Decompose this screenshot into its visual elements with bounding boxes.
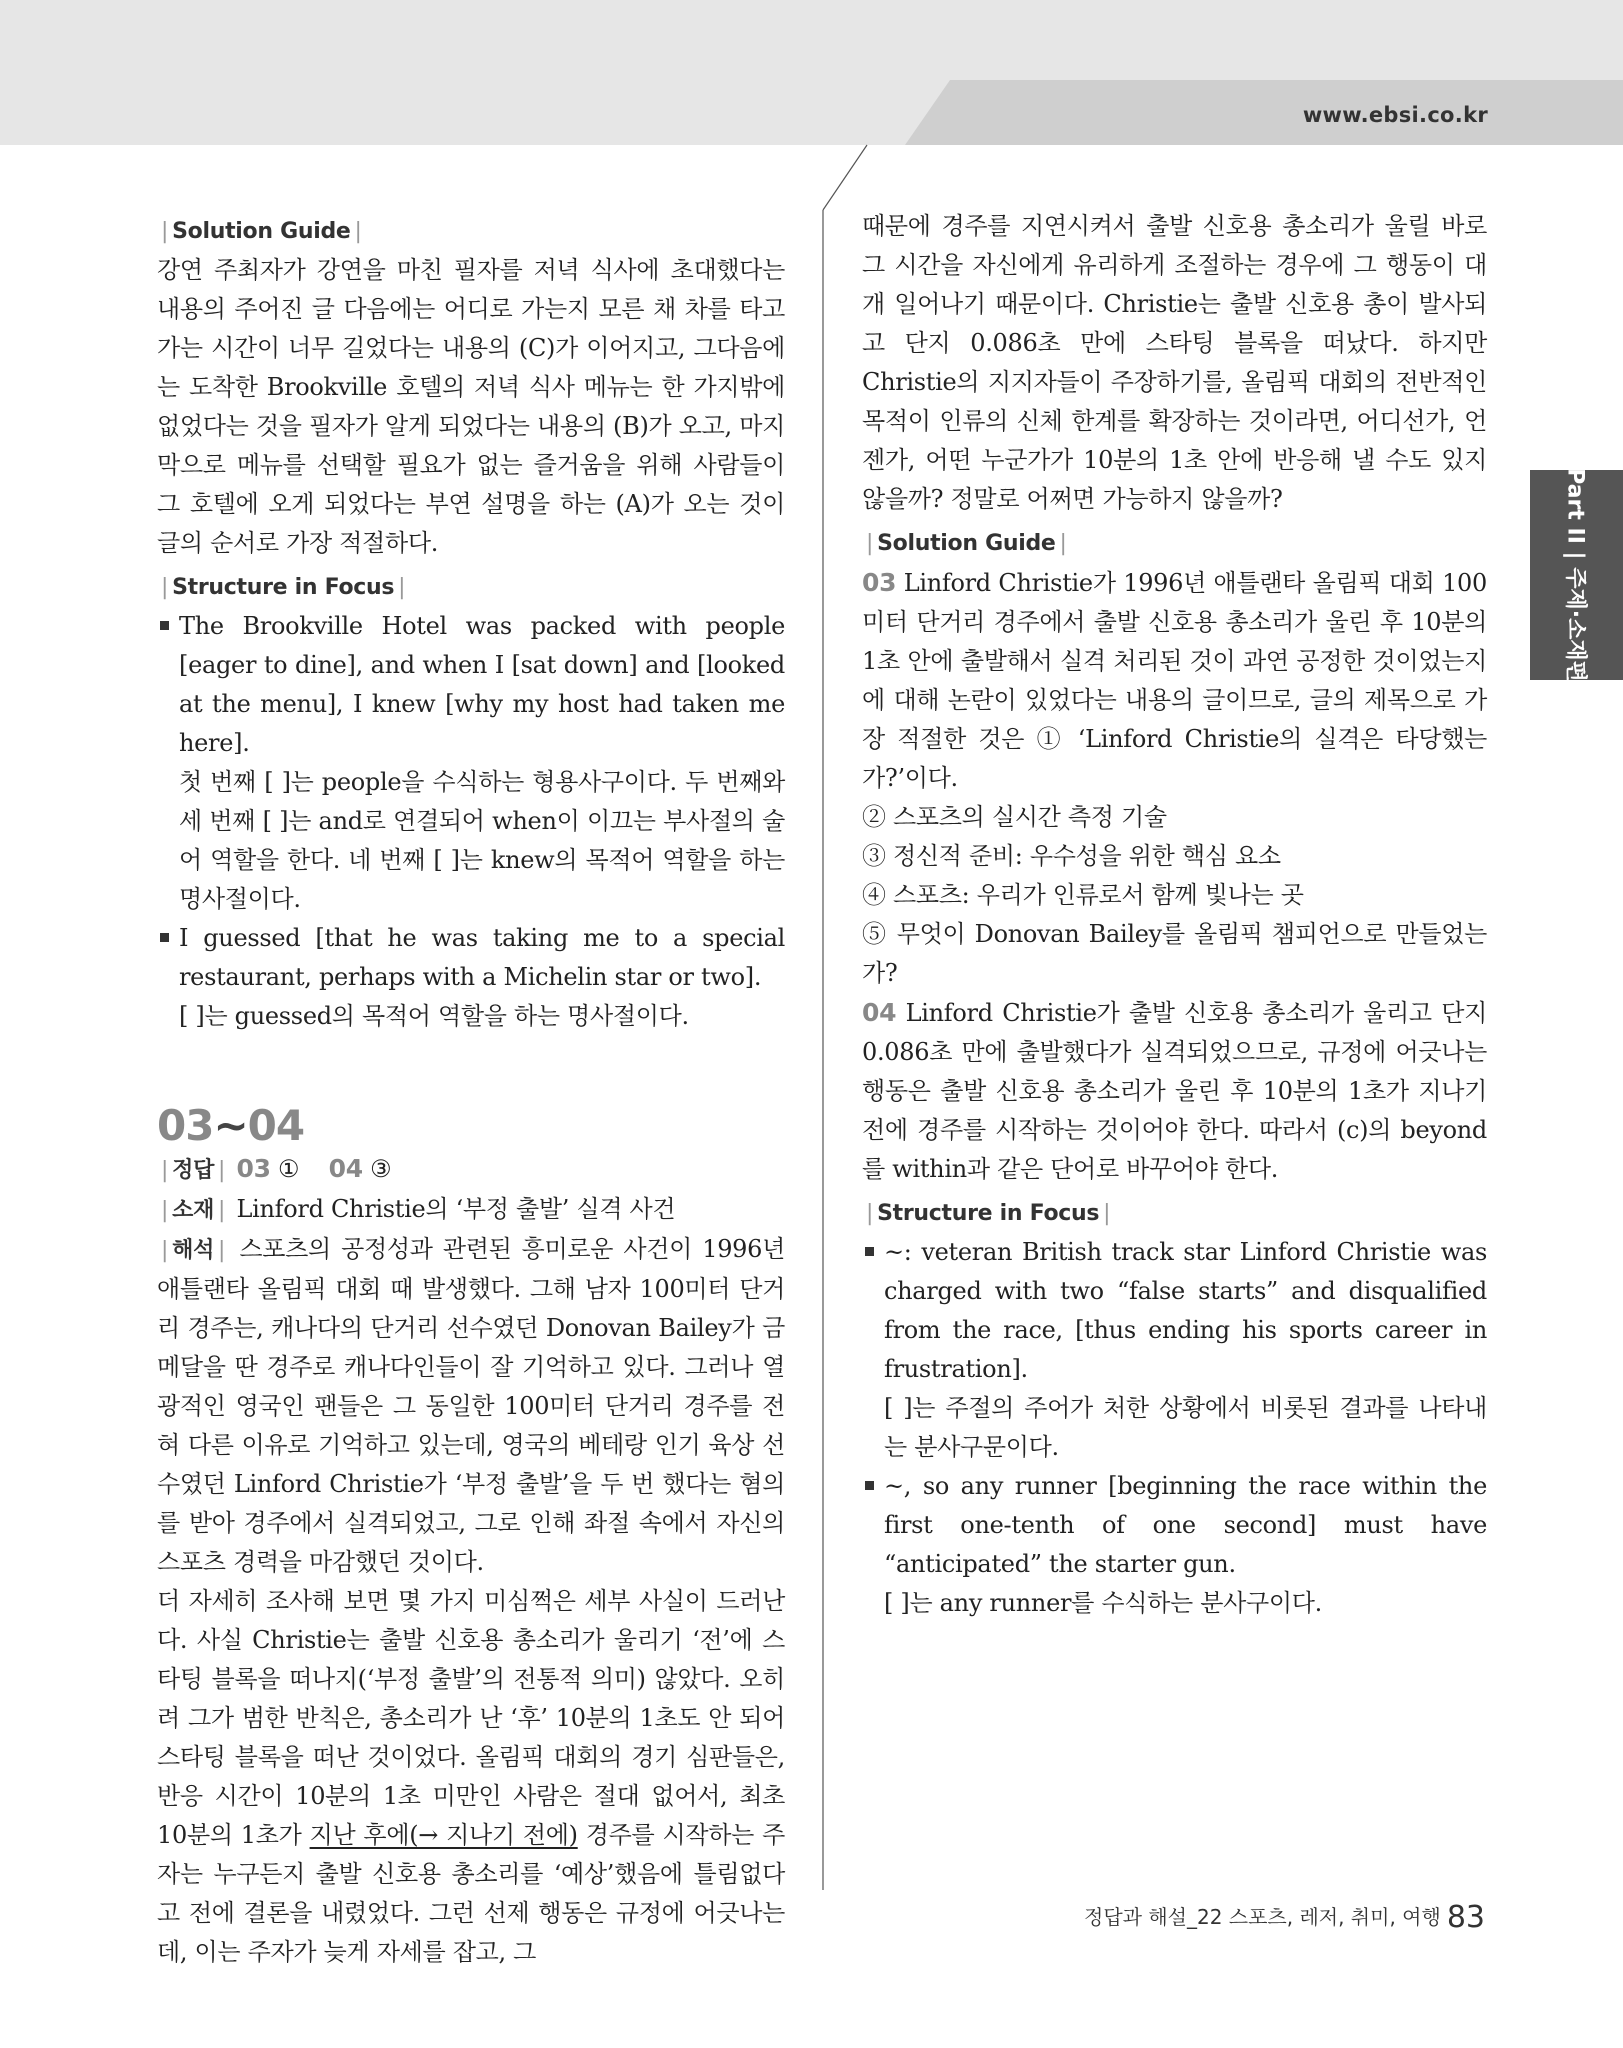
bullet-square-icon: [160, 933, 169, 942]
underlined-correction: 지난 후에(→ 지나기 전에): [309, 1821, 578, 1849]
solution-guide-label: | Solution Guide |: [161, 219, 362, 244]
page-footer: [1084, 1900, 1485, 1935]
part-side-tab: [1530, 470, 1623, 680]
solution-guide-label-right: | Solution Guide |: [866, 531, 1067, 556]
structure-label: | Structure in Focus |: [161, 575, 406, 600]
page-number: 83: [1446, 1900, 1485, 1935]
q04-explanation: 04 Linford Christie가 출발 신호용 총소리가 울리고 단지 0.086초 만에 출발했다가 실격되었으므로, 규정에 어긋나는 행동은 출발 신호용 총소리가 울린 후 10분의 1초가 지나기 전에 경주를 시작하는 것이어야 한다. 따라서 (c)의 beyond를 within과 같은 단어로 바꾸어야 한다.: [862, 998, 1487, 1183]
structure-bullet-2: I guessed [that he was taking me to a special restaurant, perhaps with a Michelin star or two].: [157, 919, 785, 997]
translation-paragraph-2: 더 자세히 조사해 보면 몇 가지 미심쩍은 세부 사실이 드러난다. 사실 Christie는 출발 신호용 총소리가 울리기 ‘전’에 스타팅 블록을 떠나지(‘부정 출발’의 전통적 의미) 않았다. 오히려 그가 범한 반칙은, 총소리가 난 ‘후’ 10분의 1초도 안 되어 스타팅 블록을 떠난 것이었다. 올림픽 대회의 경기 심판들은, 반응 시간이 10분의 1초 미만인 사람은 절대 없어서, 최초 10분의 1초가 지난 후에(→ 지나기 전에) 경주를 시작하는 주자는 누구든지 출발 신호용 총소리를 ‘예상’했음에 틀림없다고 전에 결론을 내렸었다. 그런 선제 행동은 규정에 어긋나는데, 이는 주자가 늦게 자세를 잡고, 그: [157, 1587, 785, 1966]
structure-bullet-1: The Brookville Hotel was packed with people [eager to dine], and when I [sat down] and [looked at the menu], I knew [why my host had taken me here].: [157, 607, 785, 763]
option-3: ③ 정신적 준비: 우수성을 위한 핵심 요소: [862, 842, 1281, 870]
side-tab-label: Part II | 주제·소재편: [1562, 468, 1587, 682]
structure-note-1: 첫 번째 [ ]는 people을 수식하는 형용사구이다. 두 번째와 세 번째 [ ]는 and로 연결되어 when이 이끄는 부사절의 술어 역할을 한다. 네 번째 [ ]는 knew의 목적어 역할을 하는 명사절이다.: [179, 768, 785, 913]
structure-bullet-right-1: ~: veteran British track star Linford Christie was charged with two “false starts” and disqualified from the race, [thus ending his sports career in frustration].: [862, 1233, 1487, 1389]
structure-note-right-1: [ ]는 주절의 주어가 처한 상황에서 비롯된 결과를 나타내는 분사구문이다.: [884, 1394, 1487, 1461]
option-2: ② 스포츠의 실시간 측정 기술: [862, 803, 1167, 831]
translation-continued: 때문에 경주를 지연시켜서 출발 신호용 총소리가 울릴 바로 그 시간을 자신에게 유리하게 조절하는 경우에 그 행동이 대개 일어나기 때문이다. Christie는 출발 신호용 총이 발사되고 단지 0.086초 만에 스타팅 블록을 떠났다. 하지만 Christie의 지지자들이 주장하기를, 올림픽 대회의 전반적인 목적이 인류의 신체 한계를 확장하는 것이라면, 어디선가, 언젠가, 어떤 누군가가 10분의 1초 안에 반응해 낼 수도 있지 않을까? 정말로 어쩌면 가능하지 않을까?: [862, 212, 1487, 513]
topic-line: | 소재 | Linford Christie의 ‘부정 출발’ 실격 사건: [161, 1195, 676, 1223]
bullet-square-icon: [865, 1247, 874, 1256]
structure-label-right: | Structure in Focus |: [866, 1201, 1111, 1226]
footer-text: 정답과 해설_22 스포츠, 레저, 취미, 여행: [1084, 1905, 1441, 1929]
structure-note-right-2: [ ]는 any runner를 수식하는 분사구이다.: [884, 1589, 1322, 1617]
section-heading: 03~04: [157, 1101, 305, 1150]
option-4: ④ 스포츠: 우리가 인류로서 함께 빛나는 곳: [862, 881, 1304, 909]
bullet-square-icon: [160, 621, 169, 630]
left-column: [157, 207, 785, 1972]
solution-guide-text: 강연 주최자가 강연을 마친 필자를 저녁 식사에 초대했다는 내용의 주어진 글 다음에는 어디로 가는지 모른 채 차를 타고 가는 시간이 너무 길었다는 내용의 (C)가 이어지고, 그다음에는 도착한 Brookville 호텔의 저녁 식사 메뉴는 한 가지밖에 없었다는 것을 필자가 알게 되었다는 내용의 (B)가 오고, 마지막으로 메뉴를 선택할 필요가 없는 즐거움을 위해 사람들이 그 호텔에 오게 되었다는 부연 설명을 하는 (A)가 오는 것이 글의 순서로 가장 적절하다.: [157, 256, 785, 557]
option-5: ⑤ 무엇이 Donovan Bailey를 올림픽 챔피언으로 만들었는가?: [862, 920, 1487, 987]
structure-bullet-right-2: ~, so any runner [beginning the race within the first one-tenth of one second] must have “anticipated” the starter gun.: [862, 1467, 1487, 1584]
structure-note-2: [ ]는 guessed의 목적어 역할을 하는 명사절이다.: [179, 1002, 689, 1030]
bullet-square-icon: [865, 1481, 874, 1490]
site-url[interactable]: www.ebsi.co.kr: [1302, 103, 1488, 127]
q03-explanation: 03 Linford Christie가 1996년 애틀랜타 올림픽 대회 100미터 단거리 경주에서 출발 신호용 총소리가 울린 후 10분의 1초 안에 출발해서 실격 처리된 것이 과연 공정한 것이었는지에 대해 논란이 있었다는 내용의 글이므로, 글의 제목으로 가장 적절한 것은 ① ‘Linford Christie의 실격은 타당했는가?’이다.: [862, 568, 1487, 792]
answer-line: | 정답 | 03 ① 04 ③: [161, 1154, 392, 1183]
translation-paragraph-1: | 해석 | 스포츠의 공정성과 관련된 흥미로운 사건이 1996년 애틀랜타 올림픽 대회 때 발생했다. 그해 남자 100미터 단거리 경주는, 캐나다의 단거리 선수였던 Donovan Bailey가 금메달을 딴 경주로 캐나다인들이 잘 기억하고 있다. 그러나 열광적인 영국인 팬들은 그 동일한 100미터 단거리 경주를 전혀 다른 이유로 기억하고 있는데, 영국의 베테랑 인기 육상 선수였던 Linford Christie가 ‘부정 출발’을 두 번 했다는 혐의를 받아 경주에서 실격되었고, 그로 인해 좌절 속에서 자신의 스포츠 경력을 마감했던 것이다.: [157, 1235, 785, 1576]
right-column: [862, 207, 1487, 1623]
